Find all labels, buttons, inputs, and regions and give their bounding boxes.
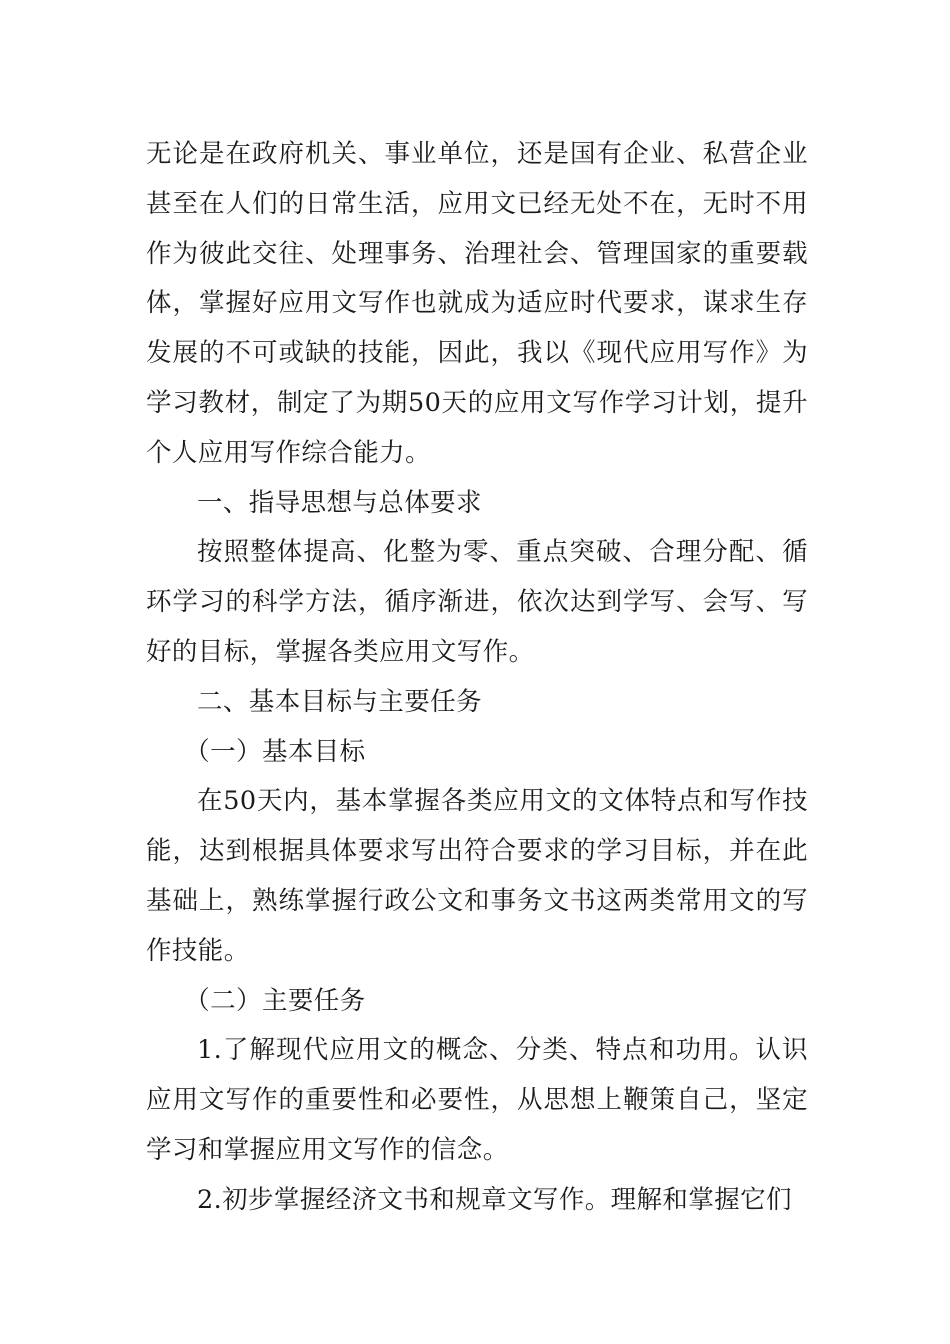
section-heading-goals-tasks: 二、基本目标与主要任务: [197, 686, 482, 717]
subheading-main-tasks: （二）主要任务: [184, 985, 366, 1016]
task-item-1: 1.了解现代应用文的概念、分类、特点和功用。认识应用文写作的重要性和必要性，从思想上鞭策自己，坚定学习和掌握应用文写作的信念。: [146, 1035, 808, 1165]
subheading-basic-goals: （一）基本目标: [184, 736, 366, 767]
guiding-principles-paragraph: 按照整体提高、化整为零、重点突破、合理分配、循环学习的科学方法，循序渐进，依次达到学写、会写、写好的目标，掌握各类应用文写作。: [146, 537, 808, 667]
document-body: [146, 130, 808, 1226]
basic-goals-paragraph: 在50天内，基本掌握各类应用文的文体特点和写作技能，达到根据具体要求写出符合要求的学习目标，并在此基础上，熟练掌握行政公文和事务文书这两类常用文的写作技能。: [146, 786, 808, 966]
section-heading-guiding-principles: 一、指导思想与总体要求: [197, 487, 482, 518]
intro-paragraph: 无论是在政府机关、事业单位，还是国有企业、私营企业甚至在人们的日常生活，应用文已经无处不在，无时不用作为彼此交往、处理事务、治理社会、管理国家的重要载体，掌握好应用文写作也就成为适应时代要求，谋求生存发展的不可或缺的技能，因此，我以《现代应用写作》为学习教材，制定了为期50天的应用文写作学习计划，提升个人应用写作综合能力。: [146, 139, 808, 468]
task-item-2: 2.初步掌握经济文书和规章文写作。理解和掌握它们: [197, 1184, 792, 1215]
